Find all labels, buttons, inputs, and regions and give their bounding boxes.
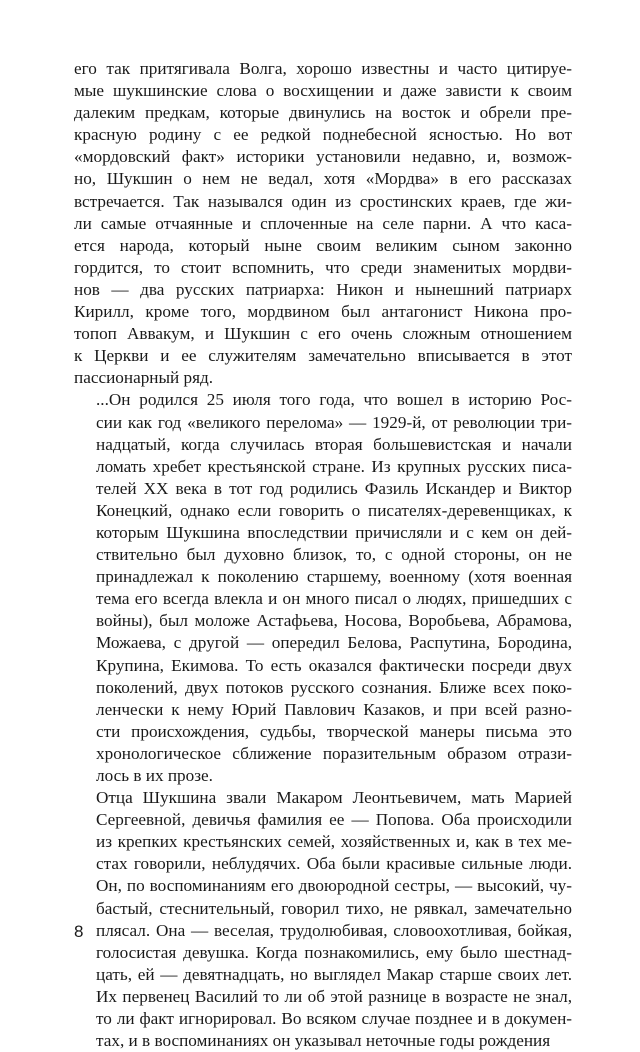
text-line: нов — два русских патриарха: Никон и нынешний патриарх xyxy=(74,279,572,299)
text-line: ствительно был духовно близок, то, с одной стороны, он не xyxy=(96,545,572,565)
text-line: красную родину с ее редкой поднебесной ясностью. Но вот xyxy=(74,125,572,145)
text-line: ется народа, который ныне своим великим сыном законно xyxy=(74,235,572,255)
text-line: телей XX века в тот год родились Фазиль Искандер и Виктор xyxy=(96,478,572,498)
text-line: Конецкий, однако если говорить о писателях-деревенщиках, к xyxy=(96,500,572,520)
text-line: Крупина, Екимова. То есть оказался фактически посреди двух xyxy=(96,655,572,675)
text-line: к Церкви и ее служителям замечательно вписывается в этот xyxy=(74,346,572,366)
text-line: «мордовский факт» историки установили недавно, и, возмож- xyxy=(74,147,572,167)
text-line: гордится, то стоит вспомнить, что среди знаменитых мордви- xyxy=(74,257,572,277)
text-line: лось в их прозе. xyxy=(96,766,213,785)
text-line: его так притягивала Волга, хорошо известны и часто цитируе- xyxy=(74,59,572,78)
text-line: пассионарный ряд. xyxy=(74,368,214,388)
text-line: мые шукшинские слова о восхищении и даже зависти к своим xyxy=(74,81,572,101)
text-line: голосистая девушка. Когда познакомились, ему было шестнад- xyxy=(96,942,572,962)
text-line: сии как год «великого перелома» — 1929-й, от революции три- xyxy=(96,412,572,432)
text-line: ленчески к нему Юрий Павлович Казаков, и при всей разно- xyxy=(96,699,572,719)
text-line: надцатый, когда случилась вторая большевистская и начали xyxy=(96,434,572,454)
text-line: далеким предкам, которые двинулись на восток и обрели пре- xyxy=(74,103,572,123)
text-line: встречается. Так назывался один из сростинских краев, где жи- xyxy=(74,191,572,211)
text-line: бастый, стеснительный, говорил тихо, не рявкал, замечательно xyxy=(96,898,572,918)
paragraph-1 xyxy=(74,58,572,389)
text-line: Он, по воспоминаниям его двоюродной сестры, — высокий, чу- xyxy=(96,876,572,896)
paragraph-3 xyxy=(74,787,572,1052)
page-number: 8 xyxy=(74,922,84,941)
text-line: Отца Шукшина звали Макаром Леонтьевичем, мать Марией xyxy=(96,788,572,808)
text-line: плясал. Она — веселая, трудолюбивая, словоохотливая, бойкая, xyxy=(96,920,572,940)
text-line: сти происхождения, судьбы, творческой манеры письма это xyxy=(96,721,572,741)
page-body xyxy=(74,58,572,1052)
text-line: стах говорили, неблудячих. Оба были красивые сильные люди. xyxy=(96,854,572,874)
text-line: войны), был моложе Астафьева, Носова, Воробьева, Абрамова, xyxy=(96,611,572,631)
text-line: принадлежал к поколению старшему, военному (хотя военная xyxy=(96,567,572,587)
text-line: ли самые отчаянные и сплоченные на селе парни. А что каса- xyxy=(74,213,572,233)
text-line: Кирилл, кроме того, мордвином был антагонист Никона про- xyxy=(74,302,572,322)
text-line: тема его всегда влекла и он много писал о людях, пришедших с xyxy=(96,589,572,609)
text-line: топоп Аввакум, и Шукшин с его очень сложным отношением xyxy=(74,324,572,344)
text-line: Сергеевной, девичья фамилия ее — Попова. Оба происходили xyxy=(96,810,572,830)
text-line: Можаева, с другой — опередил Белова, Распутина, Бородина, xyxy=(96,633,572,653)
text-line: поколений, двух потоков русского сознания. Ближе всех поко- xyxy=(96,677,572,697)
text-line: но, Шукшин о нем не ведал, хотя «Мордва» в его рассказах xyxy=(74,169,572,189)
text-line: из крепких крестьянских семей, хозяйственных и, как в тех ме- xyxy=(96,832,572,852)
text-line: ломать хребет крестьянской стране. Из крупных русских писа- xyxy=(96,456,572,476)
text-line: ...Он родился 25 июля того года, что вошел в историю Рос- xyxy=(96,390,572,410)
text-line: цать, ей — девятнадцать, но выглядел Макар старше своих лет. xyxy=(96,964,572,984)
text-line: которым Шукшина впоследствии причисляли и с кем он дей- xyxy=(96,522,572,542)
text-line: хронологическое сближение поразительным образом отрази- xyxy=(96,743,572,763)
text-line: то ли факт игнорировал. Во всяком случае позднее и в докумен- xyxy=(96,1009,572,1029)
text-line: тах, и в воспоминаниях он указывал неточные годы рождения xyxy=(96,1031,551,1051)
text-line: Их первенец Василий то ли об этой разнице в возрасте не знал, xyxy=(96,986,572,1006)
paragraph-2 xyxy=(74,389,572,787)
